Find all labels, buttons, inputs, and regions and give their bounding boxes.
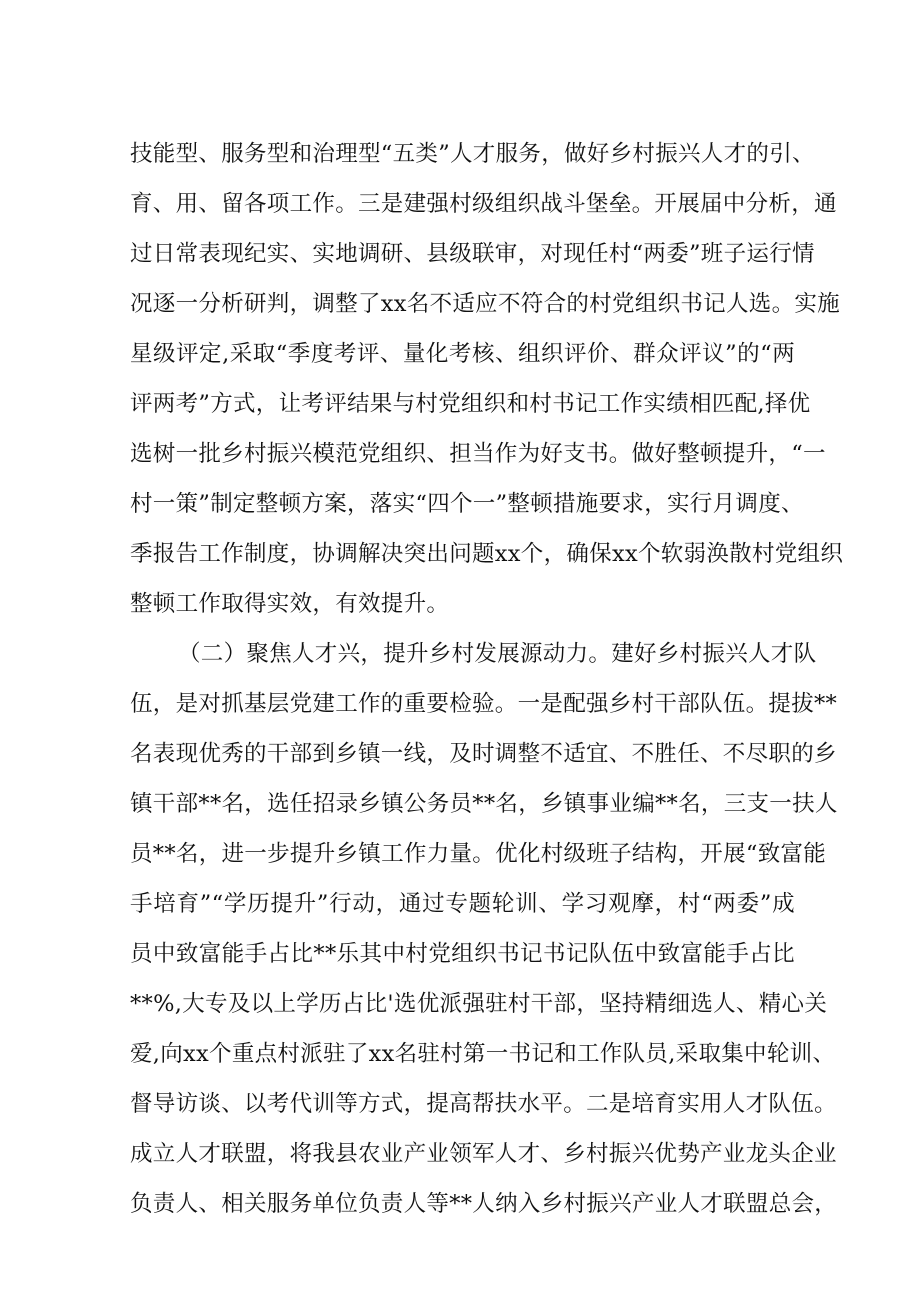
text-line: 选树一批乡村振兴模范党组织、担当作为好支书。做好整顿提升，“一 [130, 441, 826, 467]
text-line: 爱,向xx个重点村派驻了xx名驻村第一书记和工作队员,采取集中轮训、 [130, 1041, 836, 1067]
text-line: 镇干部**名，选任招录乡镇公务员**名，乡镇事业编**名，三支一扶人 [130, 791, 838, 817]
text-line: 评两考”方式，让考评结果与村党组织和村书记工作实绩相匹配,择优 [130, 391, 811, 417]
text-line: 季报告工作制度，协调解决突出问题xx个，确保xx个软弱涣散村党组织 [130, 541, 844, 567]
text-line: **%,大专及以上学历占比'选优派强驻村干部，坚持精细选人、精心关 [130, 991, 828, 1017]
text-line: 督导访谈、以考代训等方式，提高帮扶水平。二是培育实用人才队伍。 [130, 1091, 837, 1117]
section-heading-line: （二）聚焦人才兴，提升乡村发展源动力。建好乡村振兴人才队 [178, 641, 817, 667]
text-line: 整顿工作取得实效，有效提升。 [130, 591, 450, 617]
text-line: 员**名，进一步提升乡镇工作力量。优化村级班子结构，开展“致富能 [130, 841, 827, 867]
text-line: 成立人才联盟，将我县农业产业领军人才、乡村振兴优势产业龙头企业 [130, 1141, 837, 1167]
text-line: 况逐一分析研判，调整了xx名不适应不符合的村党组织书记人选。实施 [130, 291, 840, 317]
text-line: 手培育”“学历提升”行动，通过专题轮训、学习观摩，村“两委”成 [130, 891, 795, 917]
text-line: 技能型、服务型和治理型“五类”人才服务，做好乡村振兴人才的引、 [130, 141, 815, 167]
text-line: 名表现优秀的干部到乡镇一线，及时调整不适宜、不胜任、不尽职的乡 [130, 741, 837, 767]
text-line: 育、用、留各项工作。三是建强村级组织战斗堡垒。开展届中分析，通 [130, 191, 837, 217]
text-line: 过日常表现纪实、实地调研、县级联审，对现任村“两委”班子运行情 [130, 241, 815, 267]
text-line: 村一策”制定整顿方案，落实“四个一”整顿措施要求，实行月调度、 [130, 491, 804, 517]
text-line: 星级评定,采取“季度考评、量化考核、组织评价、群众评议”的“两 [130, 341, 795, 367]
text-line: 员中致富能手占比**乐其中村党组织书记书记队伍中致富能手占比 [130, 941, 795, 967]
text-line: 负责人、相关服务单位负责人等**人纳入乡村振兴产业人才联盟总会， [130, 1191, 838, 1217]
text-line: 伍，是对抓基层党建工作的重要检验。一是配强乡村干部队伍。提拔** [130, 691, 838, 717]
